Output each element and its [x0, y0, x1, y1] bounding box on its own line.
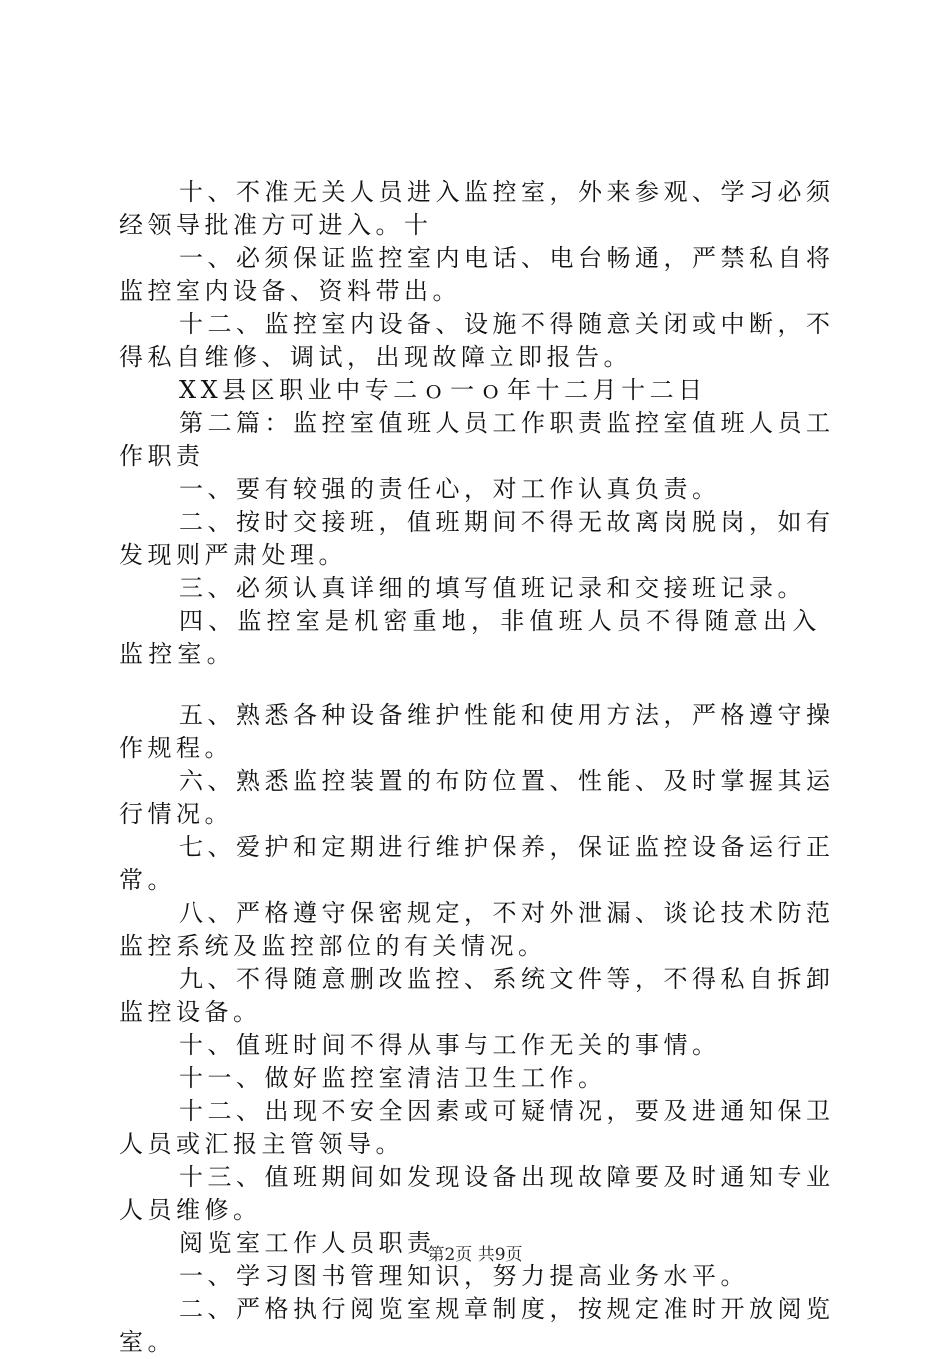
paragraph: 十一、做好监控室清洁卫生工作。	[179, 1064, 607, 1092]
paragraph: 一、学习图书管理知识，努力提高业务水平。	[179, 1262, 749, 1290]
paragraph: 二、严格执行阅览室规章制度，按规定准时开放阅览室。	[119, 1295, 835, 1356]
paragraph: 七、爱护和定期进行维护保养，保证监控设备运行正常。	[119, 833, 835, 894]
paragraph: 二、按时交接班，值班期间不得无故离岗脱岗，如有发现则严肃处理。	[119, 508, 835, 569]
paragraph: 十二、监控室内设备、设施不得随意关闭或中断，不得私自维修、调试，出现故障立即报告。	[119, 310, 835, 371]
paragraph: 六、熟悉监控装置的布防位置、性能、及时掌握其运行情况。	[119, 767, 835, 828]
paragraph: 五、熟悉各种设备维护性能和使用方法，严格遵守操作规程。	[119, 701, 835, 762]
paragraph-signature: XX县区职业中专二ｏ一ｏ年十二月十二日	[179, 376, 707, 404]
paragraph: 八、严格遵守保密规定，不对外泄漏、谈论技术防范监控系统及监控部位的有关情况。	[119, 899, 835, 960]
page-number-footer: 第2页 共9页	[427, 1245, 523, 1265]
paragraph: 九、不得随意删改监控、系统文件等，不得私自拆卸监控设备。	[119, 965, 835, 1026]
paragraph: 一、必须保证监控室内电话、电台畅通，严禁私自将监控室内设备、资料带出。	[119, 244, 835, 305]
paragraph: 十三、值班期间如发现设备出现故障要及时通知专业人员维修。	[119, 1163, 835, 1224]
paragraph: 十、值班时间不得从事与工作无关的事情。	[179, 1031, 721, 1059]
paragraph: 四、监控室是机密重地，非值班人员不得随意出入监控室。	[119, 607, 822, 668]
section-heading: 阅览室工作人员职责	[179, 1229, 436, 1257]
paragraph: 一、要有较强的责任心，对工作认真负责。	[179, 475, 721, 503]
paragraph: 三、必须认真详细的填写值班记录和交接班记录。	[179, 574, 806, 602]
paragraph: 十二、出现不安全因素或可疑情况，要及进通知保卫人员或汇报主管领导。	[119, 1097, 835, 1158]
section-heading: 第二篇：监控室值班人员工作职责监控室值班人员工作职责	[119, 409, 835, 470]
paragraph: 十、不准无关人员进入监控室，外来参观、学习必须经领导批准方可进入。十	[119, 178, 835, 239]
blank-line	[119, 671, 839, 699]
document-body	[119, 176, 839, 1359]
